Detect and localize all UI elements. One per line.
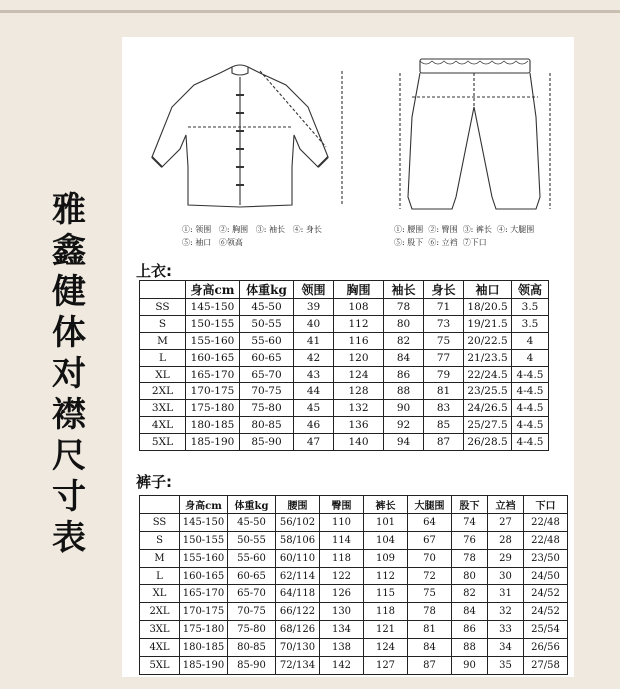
table-cell: 90 bbox=[452, 657, 488, 675]
pants-legend: ①: 腰围 ②: 臀围 ③: 裤长 ④: 大腿围 ⑤: 股下 ⑥: 立裆 ⑦下口 bbox=[394, 225, 535, 247]
table-cell: 22/48 bbox=[524, 513, 568, 531]
table-row bbox=[140, 621, 568, 639]
table-cell: 50-55 bbox=[240, 315, 294, 332]
jacket-header-cell: 袖长 bbox=[384, 281, 424, 299]
table-row bbox=[140, 417, 549, 434]
table-cell: 124 bbox=[334, 366, 384, 383]
table-cell: 175-180 bbox=[186, 400, 240, 417]
table-cell: 70-75 bbox=[228, 603, 276, 621]
table-cell: 79 bbox=[424, 366, 464, 383]
table-cell: 101 bbox=[364, 513, 408, 531]
table-cell: 65-70 bbox=[240, 366, 294, 383]
table-row bbox=[140, 585, 568, 603]
table-cell: 58/106 bbox=[276, 531, 320, 549]
size-label-cell: L bbox=[140, 349, 186, 366]
table-cell: 126 bbox=[320, 585, 364, 603]
table-cell: 75-80 bbox=[228, 621, 276, 639]
pants-diagram bbox=[400, 59, 550, 209]
table-cell: 24/52 bbox=[524, 603, 568, 621]
table-row bbox=[140, 315, 549, 332]
jacket-section-label: 上衣: bbox=[136, 262, 172, 280]
table-cell: 81 bbox=[408, 621, 452, 639]
side-title-char: 襟 bbox=[52, 395, 86, 435]
table-cell: 70/130 bbox=[276, 639, 320, 657]
table-row bbox=[140, 567, 568, 585]
table-cell: 84 bbox=[384, 349, 424, 366]
table-cell: 165-170 bbox=[180, 585, 228, 603]
table-row bbox=[140, 366, 549, 383]
table-cell: 4-4.5 bbox=[512, 400, 549, 417]
table-cell: 26/28.5 bbox=[464, 434, 512, 451]
table-cell: 94 bbox=[384, 434, 424, 451]
size-label-cell: 5XL bbox=[140, 434, 186, 451]
table-cell: 81 bbox=[424, 383, 464, 400]
table-cell: 87 bbox=[408, 657, 452, 675]
table-cell: 87 bbox=[424, 434, 464, 451]
table-cell: 170-175 bbox=[180, 603, 228, 621]
table-cell: 60-65 bbox=[228, 567, 276, 585]
pants-header-cell: 身高cm bbox=[180, 496, 228, 514]
jacket-header-cell: 身长 bbox=[424, 281, 464, 299]
table-cell: 40 bbox=[294, 315, 334, 332]
side-title-char: 健 bbox=[52, 272, 86, 312]
table-cell: 83 bbox=[424, 400, 464, 417]
pants-header-cell: 裤长 bbox=[364, 496, 408, 514]
table-cell: 150-155 bbox=[180, 531, 228, 549]
table-row bbox=[140, 349, 549, 366]
table-cell: 65-70 bbox=[228, 585, 276, 603]
table-cell: 25/27.5 bbox=[464, 417, 512, 434]
table-row bbox=[140, 400, 549, 417]
table-cell: 44 bbox=[294, 383, 334, 400]
table-cell: 180-185 bbox=[186, 417, 240, 434]
table-cell: 50-55 bbox=[228, 531, 276, 549]
size-label-cell: S bbox=[140, 531, 180, 549]
pants-header-cell: 体重kg bbox=[228, 496, 276, 514]
jacket-diagram bbox=[152, 65, 342, 207]
table-cell: 55-60 bbox=[228, 549, 276, 567]
table-cell: 45-50 bbox=[240, 299, 294, 316]
table-cell: 127 bbox=[364, 657, 408, 675]
table-cell: 185-190 bbox=[186, 434, 240, 451]
size-label-cell: 3XL bbox=[140, 621, 180, 639]
table-cell: 4-4.5 bbox=[512, 383, 549, 400]
table-cell: 39 bbox=[294, 299, 334, 316]
table-cell: 85-90 bbox=[240, 434, 294, 451]
top-divider bbox=[0, 10, 620, 13]
pants-header-cell: 股下 bbox=[452, 496, 488, 514]
table-row bbox=[140, 549, 568, 567]
table-cell: 20/22.5 bbox=[464, 332, 512, 349]
pants-size-table bbox=[139, 495, 568, 675]
size-label-cell: SS bbox=[140, 299, 186, 316]
table-cell: 34 bbox=[488, 639, 524, 657]
table-cell: 118 bbox=[364, 603, 408, 621]
table-cell: 27/58 bbox=[524, 657, 568, 675]
table-cell: 31 bbox=[488, 585, 524, 603]
table-cell: 75 bbox=[424, 332, 464, 349]
size-label-cell: 4XL bbox=[140, 417, 186, 434]
table-cell: 4 bbox=[512, 349, 549, 366]
table-row bbox=[140, 513, 568, 531]
table-cell: 80 bbox=[452, 567, 488, 585]
table-cell: 4-4.5 bbox=[512, 434, 549, 451]
jacket-header-cell: 袖口 bbox=[464, 281, 512, 299]
side-title-char: 对 bbox=[52, 354, 86, 394]
table-row bbox=[140, 434, 549, 451]
table-cell: 45-50 bbox=[228, 513, 276, 531]
table-cell: 29 bbox=[488, 549, 524, 567]
pants-section-label: 裤子: bbox=[136, 473, 172, 491]
table-cell: 84 bbox=[408, 639, 452, 657]
size-label-cell: 3XL bbox=[140, 400, 186, 417]
table-cell: 28 bbox=[488, 531, 524, 549]
table-cell: 24/50 bbox=[524, 567, 568, 585]
table-cell: 19/21.5 bbox=[464, 315, 512, 332]
table-cell: 3.5 bbox=[512, 315, 549, 332]
table-cell: 86 bbox=[384, 366, 424, 383]
table-cell: 114 bbox=[320, 531, 364, 549]
table-cell: 64 bbox=[408, 513, 452, 531]
table-cell: 22/48 bbox=[524, 531, 568, 549]
jacket-size-table bbox=[139, 280, 549, 451]
table-cell: 74 bbox=[452, 513, 488, 531]
table-cell: 145-150 bbox=[186, 299, 240, 316]
size-label-cell: XL bbox=[140, 366, 186, 383]
table-cell: 4-4.5 bbox=[512, 366, 549, 383]
table-cell: 145-150 bbox=[180, 513, 228, 531]
table-cell: 80-85 bbox=[228, 639, 276, 657]
table-cell: 121 bbox=[364, 621, 408, 639]
table-cell: 122 bbox=[320, 567, 364, 585]
table-row bbox=[140, 657, 568, 675]
table-row bbox=[140, 603, 568, 621]
jacket-header-cell: 胸围 bbox=[334, 281, 384, 299]
table-cell: 66/122 bbox=[276, 603, 320, 621]
table-cell: 82 bbox=[384, 332, 424, 349]
size-label-cell: 2XL bbox=[140, 383, 186, 400]
table-cell: 71 bbox=[424, 299, 464, 316]
table-cell: 110 bbox=[320, 513, 364, 531]
table-cell: 21/23.5 bbox=[464, 349, 512, 366]
table-cell: 60/110 bbox=[276, 549, 320, 567]
table-cell: 120 bbox=[334, 349, 384, 366]
size-label-cell: M bbox=[140, 549, 180, 567]
table-cell: 112 bbox=[364, 567, 408, 585]
table-cell: 24/26.5 bbox=[464, 400, 512, 417]
size-label-cell: 4XL bbox=[140, 639, 180, 657]
size-label-cell: 2XL bbox=[140, 603, 180, 621]
table-cell: 88 bbox=[384, 383, 424, 400]
table-row bbox=[140, 639, 568, 657]
jacket-header-cell bbox=[140, 281, 186, 299]
table-cell: 130 bbox=[320, 603, 364, 621]
table-cell: 165-170 bbox=[186, 366, 240, 383]
table-cell: 47 bbox=[294, 434, 334, 451]
table-cell: 175-180 bbox=[180, 621, 228, 639]
table-cell: 112 bbox=[334, 315, 384, 332]
table-cell: 104 bbox=[364, 531, 408, 549]
table-cell: 4 bbox=[512, 332, 549, 349]
table-cell: 55-60 bbox=[240, 332, 294, 349]
side-title-char: 鑫 bbox=[52, 231, 86, 271]
table-cell: 86 bbox=[452, 621, 488, 639]
table-cell: 75 bbox=[408, 585, 452, 603]
table-row bbox=[140, 383, 549, 400]
jacket-legend: ①: 领围 ②: 胸围 ③: 袖长 ④: 身长 ⑤: 袖口 ⑥领高 bbox=[182, 225, 322, 247]
table-cell: 115 bbox=[364, 585, 408, 603]
table-cell: 70 bbox=[408, 549, 452, 567]
table-cell: 78 bbox=[408, 603, 452, 621]
table-cell: 88 bbox=[452, 639, 488, 657]
table-cell: 60-65 bbox=[240, 349, 294, 366]
table-cell: 90 bbox=[384, 400, 424, 417]
page-title-vertical bbox=[46, 190, 92, 559]
table-cell: 85 bbox=[424, 417, 464, 434]
table-cell: 4-4.5 bbox=[512, 417, 549, 434]
size-label-cell: S bbox=[140, 315, 186, 332]
pants-header-cell: 大腿围 bbox=[408, 496, 452, 514]
table-cell: 56/102 bbox=[276, 513, 320, 531]
table-cell: 140 bbox=[334, 434, 384, 451]
table-row bbox=[140, 332, 549, 349]
table-cell: 67 bbox=[408, 531, 452, 549]
pants-header-cell: 腰围 bbox=[276, 496, 320, 514]
table-cell: 43 bbox=[294, 366, 334, 383]
side-title-char: 雅 bbox=[52, 190, 86, 230]
table-cell: 64/118 bbox=[276, 585, 320, 603]
table-cell: 68/126 bbox=[276, 621, 320, 639]
jacket-header-cell: 领高 bbox=[512, 281, 549, 299]
table-cell: 41 bbox=[294, 332, 334, 349]
table-cell: 160-165 bbox=[186, 349, 240, 366]
table-cell: 3.5 bbox=[512, 299, 549, 316]
table-cell: 26/56 bbox=[524, 639, 568, 657]
table-cell: 72/134 bbox=[276, 657, 320, 675]
size-label-cell: SS bbox=[140, 513, 180, 531]
table-cell: 23/50 bbox=[524, 549, 568, 567]
table-cell: 70-75 bbox=[240, 383, 294, 400]
table-cell: 138 bbox=[320, 639, 364, 657]
table-cell: 150-155 bbox=[186, 315, 240, 332]
table-cell: 142 bbox=[320, 657, 364, 675]
table-cell: 23/25.5 bbox=[464, 383, 512, 400]
size-label-cell: XL bbox=[140, 585, 180, 603]
side-title-char: 寸 bbox=[52, 477, 86, 517]
table-cell: 78 bbox=[452, 549, 488, 567]
table-cell: 124 bbox=[364, 639, 408, 657]
table-cell: 18/20.5 bbox=[464, 299, 512, 316]
pants-header-cell: 立裆 bbox=[488, 496, 524, 514]
size-label-cell: L bbox=[140, 567, 180, 585]
table-cell: 185-190 bbox=[180, 657, 228, 675]
table-cell: 62/114 bbox=[276, 567, 320, 585]
table-cell: 85-90 bbox=[228, 657, 276, 675]
table-cell: 92 bbox=[384, 417, 424, 434]
table-row bbox=[140, 299, 549, 316]
table-cell: 116 bbox=[334, 332, 384, 349]
table-cell: 25/54 bbox=[524, 621, 568, 639]
table-cell: 118 bbox=[320, 549, 364, 567]
table-cell: 22/24.5 bbox=[464, 366, 512, 383]
table-cell: 109 bbox=[364, 549, 408, 567]
table-cell: 24/52 bbox=[524, 585, 568, 603]
table-cell: 42 bbox=[294, 349, 334, 366]
table-cell: 134 bbox=[320, 621, 364, 639]
size-chart-panel bbox=[122, 37, 574, 677]
garment-diagrams bbox=[122, 37, 574, 252]
table-cell: 73 bbox=[424, 315, 464, 332]
table-cell: 76 bbox=[452, 531, 488, 549]
table-cell: 45 bbox=[294, 400, 334, 417]
jacket-header-cell: 领围 bbox=[294, 281, 334, 299]
size-label-cell: M bbox=[140, 332, 186, 349]
table-cell: 75-80 bbox=[240, 400, 294, 417]
table-cell: 170-175 bbox=[186, 383, 240, 400]
table-cell: 84 bbox=[452, 603, 488, 621]
table-cell: 160-165 bbox=[180, 567, 228, 585]
table-cell: 136 bbox=[334, 417, 384, 434]
side-title-char: 表 bbox=[52, 518, 86, 558]
table-cell: 35 bbox=[488, 657, 524, 675]
jacket-header-cell: 体重kg bbox=[240, 281, 294, 299]
table-cell: 46 bbox=[294, 417, 334, 434]
table-cell: 132 bbox=[334, 400, 384, 417]
table-cell: 80 bbox=[384, 315, 424, 332]
table-cell: 27 bbox=[488, 513, 524, 531]
table-cell: 78 bbox=[384, 299, 424, 316]
jacket-header-cell: 身高cm bbox=[186, 281, 240, 299]
pants-header-cell bbox=[140, 496, 180, 514]
table-row bbox=[140, 531, 568, 549]
table-cell: 155-160 bbox=[180, 549, 228, 567]
table-cell: 155-160 bbox=[186, 332, 240, 349]
table-cell: 32 bbox=[488, 603, 524, 621]
table-cell: 72 bbox=[408, 567, 452, 585]
table-cell: 128 bbox=[334, 383, 384, 400]
side-title-char: 尺 bbox=[52, 436, 86, 476]
size-label-cell: 5XL bbox=[140, 657, 180, 675]
table-cell: 82 bbox=[452, 585, 488, 603]
pants-header-cell: 臀围 bbox=[320, 496, 364, 514]
table-cell: 80-85 bbox=[240, 417, 294, 434]
table-cell: 30 bbox=[488, 567, 524, 585]
table-cell: 77 bbox=[424, 349, 464, 366]
pants-header-cell: 下口 bbox=[524, 496, 568, 514]
table-cell: 33 bbox=[488, 621, 524, 639]
table-cell: 180-185 bbox=[180, 639, 228, 657]
side-title-char: 体 bbox=[52, 313, 86, 353]
table-cell: 108 bbox=[334, 299, 384, 316]
